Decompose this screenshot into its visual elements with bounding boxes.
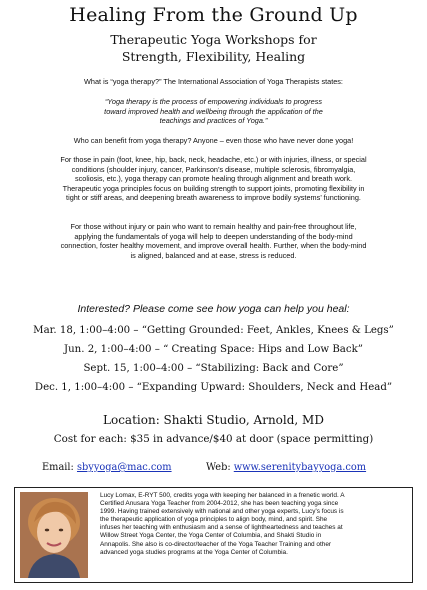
bio-line: advanced yoga studies programs at the Yoga Center of Columbia. (100, 548, 288, 556)
session-item: Sept. 15, 1:00–4:00 – “Stabilizing: Back and Core” (83, 363, 344, 374)
quote-line: “Yoga therapy is the process of empowering individuals to progress (105, 97, 322, 106)
flyer-subtitle-line2: Strength, Flexibility, Healing (121, 49, 306, 64)
iayt-quote (0, 97, 427, 126)
session-item: Mar. 18, 1:00–4:00 – “Getting Grounded: Feet, Ankles, Knees & Legs” (33, 325, 394, 336)
paragraph-line: applying the fundamentals of yoga will help to deepen understanding of the body-mind (74, 231, 353, 241)
paragraph-line: Therapeutic yoga principles focus on building strength to support joints, promoting flexibility in (62, 183, 365, 193)
instructor-bio-box (14, 487, 413, 583)
bio-line: Certified Anusara Yoga Teacher from 2004-2012, she has been teaching yoga since (100, 500, 339, 508)
paragraph-healthy (0, 222, 427, 260)
yoga-therapy-question: What is “yoga therapy?” The International Association of Yoga Therapists states: (84, 77, 343, 86)
email-contact (42, 462, 172, 473)
paragraph-line: scoliosis, etc.), yoga therapy can promote healing through alignment and breath work. (74, 174, 353, 184)
bio-line: Willow Street Yoga Center, the Yoga Center of Columbia, and Shakti Studio in (100, 532, 322, 540)
who-can-benefit: Who can benefit from yoga therapy? Anyone – even those who have never done yoga! (73, 136, 354, 145)
instructor-photo (20, 492, 88, 578)
cost: Cost for each: $35 in advance/$40 at door (space permitting) (53, 433, 374, 445)
paragraph-line: connection, foster healthy movement, and improve overall health. Further, when the body-mind (60, 241, 367, 251)
paragraph-line: For those in pain (foot, knee, hip, back, neck, headache, etc.) or with injuries, illness, or special (60, 155, 367, 164)
bio-line: Annapolis. She also is co-director/teacher of the Yoga Teacher Training and other (100, 540, 332, 548)
flyer-title: Healing From the Ground Up (69, 4, 358, 26)
session-item: Jun. 2, 1:00–4:00 – “ Creating Space: Hips and Low Back” (64, 344, 363, 355)
portrait-image (20, 492, 88, 578)
web-contact (206, 462, 366, 473)
call-to-action: Interested? Please come see how yoga can help you heal: (77, 303, 350, 315)
bio-line: the therapeutic application of yoga principles to align body, mind, and spirit. She (100, 516, 328, 524)
quote-line: teachings and practices of Yoga.” (159, 116, 268, 126)
paragraph-pain (0, 155, 427, 203)
paragraph-line: conditions (shoulder injury, cancer, Parkinson’s disease, multiple sclerosis, fibromyalgia, (71, 164, 356, 174)
quote-line: toward improved health and wellbeing through the application of the (104, 106, 323, 116)
email-label: Email: (42, 462, 74, 473)
session-item: Dec. 1, 1:00–4:00 – “Expanding Upward: Shoulders, Neck and Head” (34, 382, 393, 393)
paragraph-line: is aligned, balanced and at ease, stress is reduced. (130, 250, 297, 260)
web-label: Web: (206, 462, 231, 473)
bio-line: infuses her teaching with enthusiasm and a sense of lightheartedness and teaches at (100, 524, 343, 532)
instructor-bio-text (100, 492, 408, 557)
email-link[interactable]: sbyyoga@mac.com (76, 462, 172, 473)
website-link[interactable]: www.serenitybayyoga.com (233, 462, 367, 473)
flyer-subtitle-line1: Therapeutic Yoga Workshops for (110, 32, 317, 47)
paragraph-line: tight or stiff areas, and deepening breath awareness to improve bodily systems’ functioning. (66, 193, 361, 203)
bio-line: 1999. Having trained extensively with national and other yoga experts, Lucy’s focus is (100, 508, 344, 516)
location: Location: Shakti Studio, Arnold, MD (103, 413, 324, 427)
bio-line: Lucy Lomax, E-RYT 500, credits yoga with keeping her balanced in a frenetic world. A (100, 492, 345, 499)
paragraph-line: For those without injury or pain who want to remain healthy and pain-free throughout life, (70, 222, 357, 231)
